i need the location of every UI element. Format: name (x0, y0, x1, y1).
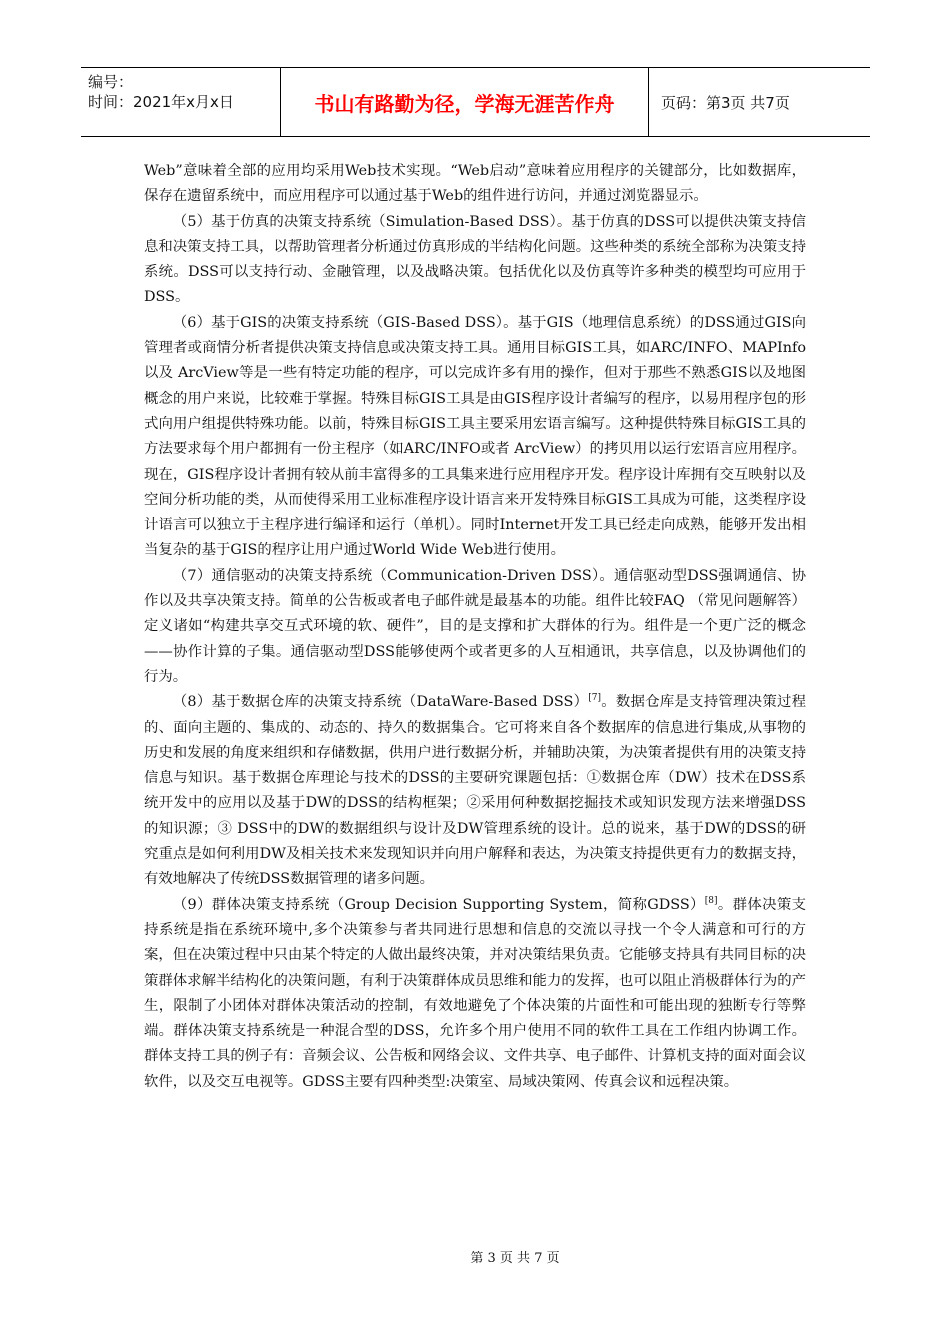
paragraph-gis-dss: （6）基于GIS的决策支持系统（GIS-Based DSS）。基于GIS（地理信息系统）的DSS通过GIS向管理者或商情分析者提供决策支持信息或决策支持工具。通用目标GIS工具，如ARC/INFO、MAPInfo 以及 ArcView等是一些有特定功能的程序，可以完成许多有用的操作，但对于那些不熟悉GIS以及地图概念的用户来说，比较难于掌握。特殊目标GIS工具是由GIS程序设计者编写的程序，以易用程序包的形式向用户组提供特殊功能。以前，特殊目标GIS工具主要采用宏语言编写。这种提供特殊目标GIS工具的方法要求每个用户都拥有一份主程序（如ARC/INFO或者 ArcView）的拷贝用以运行宏语言应用程序。现在，GIS程序设计者拥有较从前丰富得多的工具集来进行应用程序开发。程序设计库拥有交互映射以及空间分析功能的类，从而使得采用工业标准程序设计语言来开发特殊目标GIS工具成为可能，这类程序设计语言可以独立于主程序进行编译和运行（单机）。同时Internet开发工具已经走向成熟，能够开发出相当复杂的基于GIS的程序让用户通过World Wide Web进行使用。 (144, 314, 806, 559)
paragraph-communication-dss: （7）通信驱动的决策支持系统（Communication-Driven DSS）。通信驱动型DSS强调通信、协作以及共享决策支持。简单的公告板或者电子邮件就是最基本的功能。组件比较FAQ （常见问题解答）定义诸如“构建共享交互式环境的软、硬件”，目的是支撑和扩大群体的行为。组件是一个更广泛的概念——协作计算的子集。通信驱动型DSS能够使两个或者更多的人互相通讯，共享信息，以及协调他们的行为。 (144, 567, 806, 685)
header-number: 编号： (88, 73, 134, 91)
page-header (81, 67, 870, 137)
header-time: 时间：2021年x月x日 (88, 93, 234, 111)
citation-7[interactable]: [7] (588, 693, 602, 704)
citation-8[interactable]: [8] (704, 895, 718, 906)
header-page-number: 页码：第3页 共7页 (661, 93, 790, 112)
document-body (144, 159, 806, 1095)
paragraph-dataware-dss: （8）基于数据仓库的决策支持系统（DataWare-Based DSS）[7]。数据仓库是支持管理决策过程的、面向主题的、集成的、动态的、持久的数据集合。它可将来自各个数据库的信息进行集成,从事物的历史和发展的角度来组织和存储数据，供用户进行数据分析，并辅助决策，为决策者提供有用的决策支持信息与知识。基于数据仓库理论与技术的DSS的主要研究课题包括：①数据仓库（DW）技术在DSS系统开发中的应用以及基于DW的DSS的结构框架；②采用何种数据挖掘技术或知识发现方法来增强DSS的知识源；③ DSS中的DW的数据组织与设计及DW管理系统的设计。总的说来，基于DW的DSS的研究重点是如何利用DW及相关技术来发现知识并向用户解释和表达，为决策支持提供更有力的数据支持，有效地解决了传统DSS数据管理的诸多问题。 (144, 693, 806, 888)
page-footer: 第 3 页 共 7 页 (470, 1251, 560, 1266)
header-meta (81, 68, 281, 136)
paragraph-gdss: （9）群体决策支持系统（Group Decision Supporting System，简称GDSS）[8]。群体决策支持系统是指在系统环境中,多个决策参与者共同进行思想和信息的交流以寻找一个令人满意和可行的方案，但在决策过程中只由某个特定的人做出最终决策，并对决策结果负责。它能够支持具有共同目标的决策群体求解半结构化的决策问题，有利于决策群体成员思维和能力的发挥，也可以阻止消极群体行为的产生，限制了小团体对群体决策活动的控制，有效地避免了个体决策的片面性和可能出现的独断专行等弊端。群体决策支持系统是一种混合型的DSS，允许多个用户使用不同的软件工具在工作组内协调工作。群体支持工具的例子有：音频会议、公告板和网络会议、文件共享、电子邮件、计算机支持的面对面会议软件，以及交互电视等。GDSS主要有四种类型:决策室、局域决策网、传真会议和远程决策。 (144, 895, 806, 1090)
header-motto: 书山有路勤为径，学海无涯苦作舟 (281, 68, 649, 136)
paragraph-simulation-dss: （5）基于仿真的决策支持系统（Simulation-Based DSS）。基于仿真的DSS可以提供决策支持信息和决策支持工具，以帮助管理者分析通过仿真形成的半结构化问题。这些种类的系统全部称为决策支持系统。DSS可以支持行动、金融管理，以及战略决策。包括优化以及仿真等许多种类的模型均可应用于DSS。 (144, 213, 806, 306)
paragraph-web: Web”意味着全部的应用均采用Web技术实现。“Web启动”意味着应用程序的关键部分，比如数据库，保存在遗留系统中，而应用程序可以通过基于Web的组件进行访问，并通过浏览器显示。 (144, 163, 806, 205)
